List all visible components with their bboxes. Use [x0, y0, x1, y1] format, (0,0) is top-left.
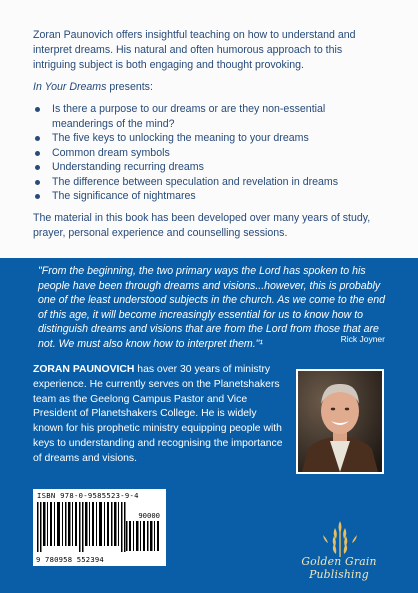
list-item: Is there a purpose to our dreams or are they non-essential meanderings of the mind?	[33, 102, 386, 131]
isbn-number: ISBN 978-0-9585523-9-4	[37, 491, 139, 500]
presents-label: presents:	[106, 81, 153, 93]
topics-list	[33, 102, 386, 204]
list-item: The five keys to unlocking the meaning to your dreams	[33, 131, 386, 146]
price-barcode-bars	[126, 521, 160, 551]
intro-paragraph: Zoran Paunovich offers insightful teaching on how to understand and interpret dreams. His natural and often humorous approach to this intriguing subject is both engaging and thought provoking.	[33, 29, 356, 71]
author-portrait-icon	[298, 371, 382, 472]
blue-band	[0, 258, 418, 593]
quote-author: Rick Joyner	[340, 334, 385, 344]
list-item: The significance of nightmares	[33, 189, 386, 204]
closing-paragraph: The material in this book has been developed over many years of study, prayer, personal experience and counselling sessions.	[33, 211, 371, 239]
ean-number: 9 780958 552394	[36, 555, 104, 564]
book-title: In Your Dreams	[33, 81, 107, 93]
back-cover-text-section	[0, 0, 418, 258]
list-item: Common dream symbols	[33, 146, 386, 161]
isbn-barcode	[33, 489, 166, 566]
endorsement-quote: "From the beginning, the two primary ways the Lord has spoken to his people have been through dreams and visions...however, this is probably one of the least understood subjects in the church. As we come to the end of this age, it will become increasingly essential for us to know how to distinguish dreams and visions that are from the Lord from those that are not. We must also know how to interpret them."¹	[38, 265, 386, 350]
author-photo	[296, 369, 384, 474]
barcode-bars	[37, 502, 127, 552]
list-item: Understanding recurring dreams	[33, 160, 386, 175]
author-name: ZORAN PAUNOVICH	[33, 364, 135, 375]
author-bio	[33, 363, 283, 467]
price-code: 90000	[138, 511, 160, 520]
presents-line	[33, 80, 386, 95]
publisher-name: Golden Grain Publishing	[301, 555, 377, 581]
list-item: The difference between speculation and revelation in dreams	[33, 175, 386, 190]
author-bio-text: has over 30 years of ministry experience. He currently serves on the Planetshakers team as the Geelong Campus Pastor and Vice President of Planetshakers College. He is widely known for his prophetic ministry equipping people with keys to understanding and recognising the importance of dreams and visions.	[33, 364, 283, 464]
